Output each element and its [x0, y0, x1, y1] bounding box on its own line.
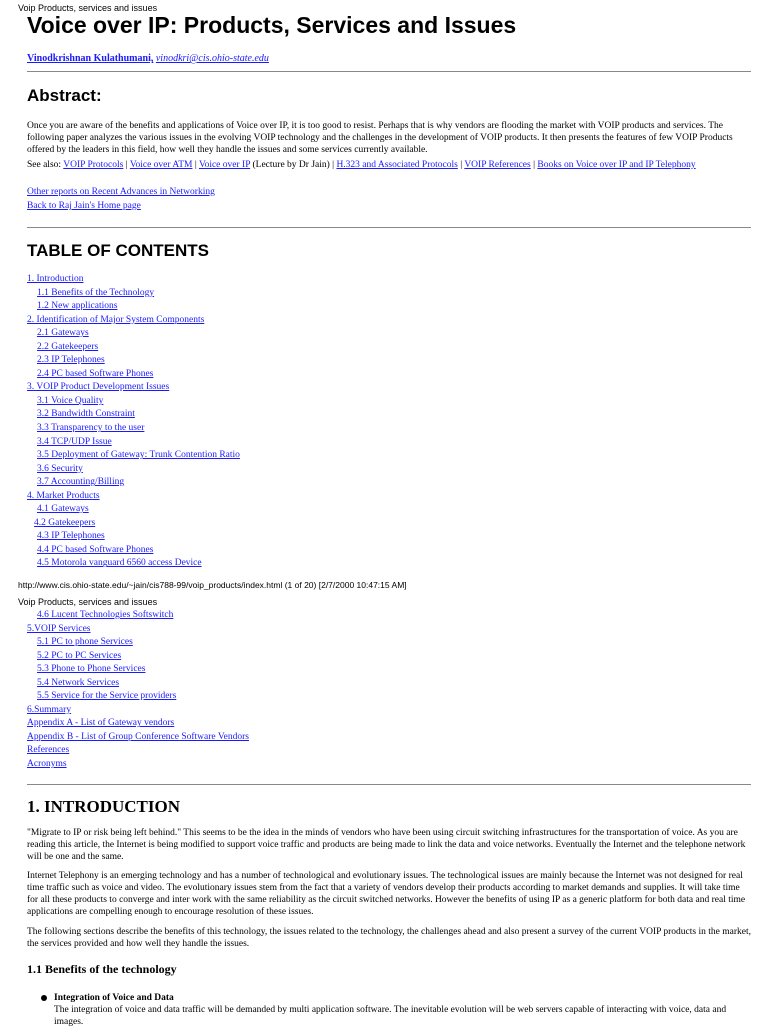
- toc-item: [27, 717, 249, 731]
- see-also-prefix: See also:: [27, 160, 64, 170]
- toc-item: [27, 650, 249, 664]
- author-line: [27, 53, 269, 64]
- toc-item: [27, 544, 240, 558]
- toc-item: [27, 476, 240, 490]
- author-email-link[interactable]: vinodkri@cis.ohio-state.edu: [155, 53, 269, 64]
- toc-item: [27, 636, 249, 650]
- toc-link[interactable]: 3.4 TCP/UDP Issue: [37, 436, 112, 447]
- toc-list: [27, 609, 249, 772]
- toc-link[interactable]: 5.5 Service for the Service providers: [37, 691, 177, 702]
- toc-item: [27, 744, 249, 758]
- toc-item: [27, 503, 240, 517]
- toc-item: [27, 623, 249, 637]
- toc-item: [27, 463, 240, 477]
- separator: |: [192, 160, 199, 170]
- toc-item: [27, 731, 249, 745]
- link-voip-books[interactable]: Books on Voice over IP and IP Telephony: [537, 160, 696, 170]
- toc-link[interactable]: 3.7 Accounting/Billing: [37, 477, 125, 488]
- toc-item: [27, 354, 240, 368]
- toc-item: [27, 287, 240, 301]
- subsection-heading: 1.1 Benefits of the technology: [27, 962, 177, 976]
- toc-link[interactable]: 1. Introduction: [27, 274, 84, 284]
- divider: [27, 227, 751, 228]
- link-voip-protocols[interactable]: VOIP Protocols: [63, 160, 124, 170]
- bullet-title: Integration of Voice and Data: [54, 993, 174, 1003]
- paragraph: The following sections describe the benefits of this technology, the issues related to the technology, the challenges ahead and also present a survey of the current VOIP products in the market, the services provided and how well they handle the issues.: [27, 927, 751, 949]
- abstract-text: Once you are aware of the benefits and applications of Voice over IP, it is too good to resist. Perhaps that is why vendors are flooding the market with VOIP products and services. The following paper analyzes the various issues in the evolving VOIP technology and the challenges in the development of VOIP products. It then presents the features of few VOIP Products offered by the leaders in this field, how well they handle the issues and some services currently available.: [27, 121, 733, 155]
- toc-link[interactable]: 1.1 Benefits of the Technology: [37, 287, 155, 298]
- toc-link[interactable]: 4.6 Lucent Technologies Softswitch: [37, 610, 174, 620]
- section-heading: 1. INTRODUCTION: [27, 797, 181, 816]
- toc-link[interactable]: 2.3 IP Telephones: [37, 355, 105, 366]
- toc-link[interactable]: 5.2 PC to PC Services: [37, 650, 122, 661]
- link-home-page[interactable]: Back to Raj Jain's Home page: [27, 201, 141, 211]
- toc-item: [27, 314, 240, 328]
- link-other-reports[interactable]: Other reports on Recent Advances in Networking: [27, 187, 215, 197]
- toc-link[interactable]: Acronyms: [27, 759, 67, 770]
- toc-link[interactable]: Appendix B - List of Group Conference Software Vendors: [27, 731, 249, 742]
- divider: [27, 71, 751, 72]
- toc-item: [27, 663, 249, 677]
- running-header: Voip Products, services and issues: [18, 3, 158, 13]
- toc-link[interactable]: 3.5 Deployment of Gateway: Trunk Contention Ratio: [37, 450, 240, 461]
- toc-item: [27, 327, 240, 341]
- toc-item: [27, 530, 240, 544]
- divider: [27, 784, 751, 785]
- toc-link[interactable]: 2.1 Gateways: [37, 328, 89, 339]
- see-also-line: [27, 159, 751, 172]
- toc-link[interactable]: 3.3 Transparency to the user: [37, 423, 145, 434]
- toc-link[interactable]: Appendix A - List of Gateway vendors: [27, 718, 175, 729]
- toc-link[interactable]: References: [27, 745, 70, 756]
- toc-item: [27, 395, 240, 409]
- toc-link[interactable]: 4.4 PC based Software Phones: [37, 544, 154, 555]
- toc-item: [27, 517, 240, 531]
- paragraph: Internet Telephony is an emerging technology and has a number of technological and evolutionary issues. The technological issues are mainly because the Internet was not designed for real time traffic such as voice and video. The evolutionary issues stem from the fact that a variety of vendors develop their products according to market demands and supplies. It will take time for all these products to converge and inter work with the same reliability as the circuit switched networks. However the benefits of using IP as a generic platform for both data and real time applications are compelling enough to encourage resolution of these issues.: [27, 871, 746, 917]
- page-footer: http://www.cis.ohio-state.edu/~jain/cis788-99/voip_products/index.html (1 of 20) [2/7/2000 10:47:15 AM]: [18, 580, 407, 590]
- bullet-body: The integration of voice and data traffic will be demanded by multi application software. The inevitable evolution will be web servers capable of interacting with voice, data and images.: [54, 1005, 727, 1027]
- link-voice-over-ip[interactable]: Voice over IP: [198, 160, 251, 170]
- toc-item: [27, 341, 240, 355]
- toc-link[interactable]: 2.2 Gatekeepers: [37, 341, 99, 352]
- author-name-link[interactable]: Vinodkrishnan Kulathumani,: [27, 53, 154, 64]
- toc-link[interactable]: 3.1 Voice Quality: [37, 395, 104, 406]
- abstract-heading: Abstract:: [27, 86, 102, 105]
- toc-item: [27, 408, 240, 422]
- toc-item: [27, 449, 240, 463]
- paragraph: "Migrate to IP or risk being left behind." This seems to be the idea in the minds of vendors who have been using circuit switching infrastructures for the transportation of voice. As you are reading this article, the Internet is being modified to support voice traffic and products are being made to link the data and voice networks. Eventually the Internet and the telephone network will be one and the same.: [27, 828, 746, 862]
- toc-link[interactable]: 4.1 Gateways: [37, 504, 89, 515]
- toc-link[interactable]: 3.2 Bandwidth Constraint: [37, 409, 135, 420]
- toc-link[interactable]: 5.VOIP Services: [27, 623, 91, 634]
- toc-item: [27, 368, 240, 382]
- toc-link[interactable]: 3.6 Security: [37, 463, 83, 474]
- toc-item: [27, 422, 240, 436]
- link-h323[interactable]: H.323 and Associated Protocols: [336, 160, 458, 170]
- toc-item: [27, 557, 240, 571]
- toc-item: [27, 273, 240, 287]
- toc-link[interactable]: 5.1 PC to phone Services: [37, 637, 133, 648]
- toc-item: [27, 436, 240, 450]
- separator: |: [530, 160, 538, 170]
- lecture-note: (Lecture by Dr Jain) |: [250, 160, 337, 170]
- link-voip-references[interactable]: VOIP References: [464, 160, 531, 170]
- toc-item: [27, 704, 249, 718]
- toc-item: [27, 490, 240, 504]
- toc-list: [27, 273, 240, 571]
- running-header: Voip Products, services and issues: [18, 597, 158, 607]
- toc-link[interactable]: 6.Summary: [27, 704, 72, 715]
- bullet-icon: [41, 995, 47, 1001]
- toc-link[interactable]: 4.2 Gatekeepers: [34, 517, 96, 528]
- separator: |: [123, 160, 130, 170]
- toc-item: [27, 677, 249, 691]
- toc-item: [27, 690, 249, 704]
- toc-link[interactable]: 2. Identification of Major System Components: [27, 314, 205, 325]
- toc-link[interactable]: 4.5 Motorola vanguard 6560 access Device: [37, 558, 202, 569]
- toc-link[interactable]: 5.4 Network Services: [37, 677, 120, 688]
- toc-item: [27, 609, 249, 623]
- toc-link[interactable]: 4. Market Products: [27, 490, 100, 501]
- toc-link[interactable]: 4.3 IP Telephones: [37, 531, 105, 542]
- toc-heading: TABLE OF CONTENTS: [27, 241, 209, 260]
- separator: |: [457, 160, 465, 170]
- toc-item: [27, 381, 240, 395]
- toc-link[interactable]: 1.2 New applications: [37, 301, 118, 312]
- toc-link[interactable]: 3. VOIP Product Development Issues: [27, 382, 170, 393]
- link-voice-over-atm[interactable]: Voice over ATM: [129, 160, 193, 170]
- toc-item: [27, 758, 249, 772]
- toc-link[interactable]: 2.4 PC based Software Phones: [37, 368, 154, 379]
- toc-link[interactable]: 5.3 Phone to Phone Services: [37, 664, 146, 675]
- toc-item: [27, 300, 240, 314]
- page-title: Voice over IP: Products, Services and Issues: [27, 12, 517, 38]
